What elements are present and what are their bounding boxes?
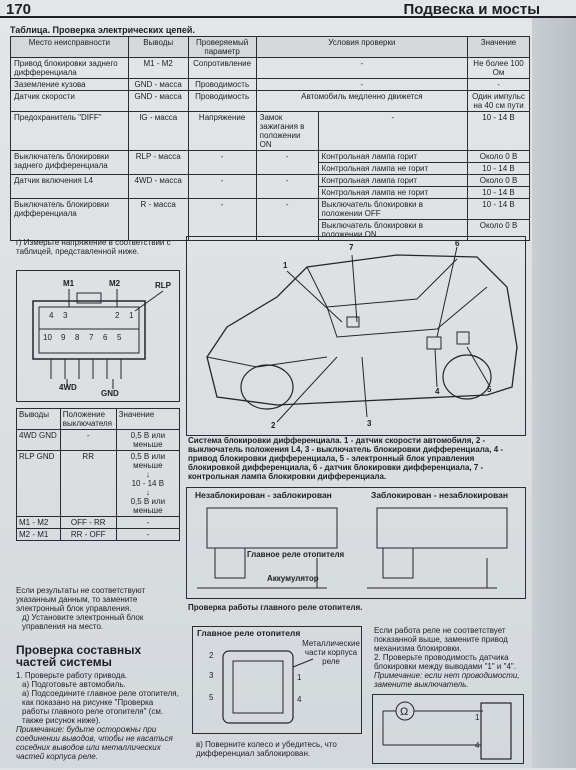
cell-param: Проводимость	[188, 79, 256, 91]
header-pins: Выводы	[128, 37, 188, 58]
cell-pins: IG - масса	[128, 112, 188, 151]
relay-pin-4: 4	[297, 695, 302, 704]
callout-5: 5	[487, 385, 492, 394]
cell-value: 0,5 В или меньше	[116, 430, 179, 451]
table-row	[11, 112, 530, 151]
connector-diagram	[16, 270, 180, 402]
pin-1: 1	[129, 311, 134, 320]
cell-cond: -	[256, 79, 467, 91]
pin-10: 10	[43, 333, 52, 342]
section-heading: Проверка составных частей системы	[16, 643, 142, 669]
cell-cond-a: -	[256, 151, 318, 175]
ohm-pin-4: 4	[475, 741, 480, 750]
cell-place: Предохранитель "DIFF"	[11, 112, 129, 151]
instruction-g: г) Измерьте напряжение в соответствии с таблицей, представленной ниже.	[16, 238, 171, 256]
table-row	[11, 175, 530, 187]
pin-8: 8	[75, 333, 80, 342]
step-d: д) Установите электронный блок управления на место.	[22, 613, 144, 631]
step-1a: а) Подсоедините главное реле отопителя, как показано на рисунке "Проверка работы главного реле отопителя" (см. также рисунок ниже).	[22, 689, 179, 725]
ohmmeter-diagram	[372, 694, 524, 764]
cell-value: 10 - 14 В	[468, 163, 530, 175]
callout-7: 7	[349, 243, 354, 252]
table-caption: Таблица. Проверка электрических цепей.	[10, 25, 195, 35]
cell-position: RR	[60, 451, 116, 517]
cell-cond-a: -	[256, 199, 318, 241]
label-m2: M2	[109, 279, 121, 288]
cell-value: -	[468, 79, 530, 91]
cell-pins: M1 - M2	[128, 58, 188, 79]
relay-drawing	[193, 627, 363, 735]
label-rlp: RLP	[155, 281, 171, 290]
relay-pin-3: 3	[209, 671, 214, 680]
cell-position: RR - OFF	[60, 529, 116, 541]
callout-3: 3	[367, 419, 372, 428]
car-drawing	[187, 237, 527, 437]
cell-place: Датчик включения L4	[11, 175, 129, 199]
table-row	[17, 517, 180, 529]
electrical-check-table	[10, 36, 530, 241]
cell-place: Выключатель блокировки дифференциала	[11, 199, 129, 241]
cell-place: Привод блокировки заднего дифференциала	[11, 58, 129, 79]
table-header-row	[11, 37, 530, 58]
wiring-title-left: Незаблокирован - заблокирован	[195, 490, 332, 500]
cell-pins: GND - масса	[128, 79, 188, 91]
connector-drawing	[17, 271, 181, 403]
callout-2: 2	[271, 421, 276, 430]
cell-value: -	[116, 517, 179, 529]
relay-title: Главное реле отопителя	[197, 628, 301, 638]
callout-4: 4	[435, 387, 440, 396]
cell-value	[116, 451, 179, 517]
step-v: в) Поверните колесо и убедитесь, что дифференциал заблокирован.	[196, 740, 337, 758]
cell-cond: Автомобиль медленно движется	[256, 91, 467, 112]
table-row	[11, 199, 530, 220]
cell-param: Проводимость	[188, 91, 256, 112]
value-3: 0,5 В или меньше	[130, 497, 166, 515]
cell-pins: 4WD - масса	[128, 175, 188, 199]
callout-6: 6	[455, 239, 460, 248]
page-number: 170	[6, 1, 32, 18]
cell-param: Напряжение	[188, 112, 256, 151]
cell-value: Около 0 В	[468, 220, 530, 241]
car-caption: Система блокировки дифференциала. 1 - датчик скорости автомобиля, 2 - выключатель положения L4, 3 - выключатель блокировки дифференциала, 4 - привод блокировки дифференциала, 5 - электронный блок управления блокировкой дифференциала, 6 - датчик блокировки дифференциала, 7 - контрольная лампа блокировки дифференциала.	[188, 436, 504, 481]
cell-cond-b: Контрольная лампа не горит	[318, 187, 468, 199]
car-illustration	[186, 236, 526, 436]
label-gnd: GND	[101, 389, 119, 398]
step-1: 1. Проверьте работу привода.	[16, 671, 128, 680]
battery-label: Аккумулятор	[267, 574, 319, 583]
cell-place: Заземление кузова	[11, 79, 129, 91]
right-text-2: 2. Проверьте проводимость датчика блокировки между выводами "1" и "4".	[374, 653, 516, 671]
cell-cond-b: Выключатель блокировки в положении OFF	[318, 199, 468, 220]
note-left: Примечание: будьте осторожны при соединении выводов, чтобы не касаться соседних выводов или металлических частей корпуса реле.	[16, 725, 173, 761]
cell-value: -	[116, 529, 179, 541]
pin-9: 9	[61, 333, 66, 342]
wiring-caption: Проверка работы главного реле отопителя.	[188, 603, 363, 612]
cell-cond-a: -	[256, 175, 318, 199]
cell-value: 10 - 14 В	[468, 112, 530, 151]
section-title: Подвеска и мосты	[403, 1, 540, 18]
cell-position: -	[60, 430, 116, 451]
label-m1: M1	[63, 279, 75, 288]
relay-diagram	[192, 626, 362, 734]
header-conditions: Условия проверки	[256, 37, 467, 58]
pin-5: 5	[117, 333, 122, 342]
header-pins: Выводы	[17, 409, 61, 430]
cell-place: Датчик скорости	[11, 91, 129, 112]
wiring-title-right: Заблокирован - незаблокирован	[371, 490, 509, 500]
relay-metal-label: Металлические части корпуса реле	[302, 639, 360, 666]
wiring-drawing	[187, 488, 527, 600]
cell-place: Выключатель блокировки заднего дифференциала	[11, 151, 129, 175]
table-row	[11, 91, 530, 112]
arrow-down-icon: ↓	[145, 470, 150, 479]
cell-pins: RLP - масса	[128, 151, 188, 175]
table-header-row	[17, 409, 180, 430]
table-row	[17, 529, 180, 541]
table-row	[11, 58, 530, 79]
cell-param: -	[188, 199, 256, 241]
cell-value: 10 - 14 В	[468, 199, 530, 220]
cell-cond: -	[256, 58, 467, 79]
cell-param: -	[188, 151, 256, 175]
pin-4: 4	[49, 311, 54, 320]
cell-value: Около 0 В	[468, 175, 530, 187]
header-value: Значение	[116, 409, 179, 430]
label-4wd: 4WD	[59, 383, 77, 392]
cell-cond-b: -	[318, 112, 468, 151]
pin-7: 7	[89, 333, 94, 342]
cell-cond-b: Выключатель блокировки в положении ON	[318, 220, 468, 241]
cell-pins: 4WD GND	[17, 430, 61, 451]
svg-text:Ω: Ω	[400, 706, 409, 718]
relay-pin-5: 5	[209, 693, 214, 702]
cell-cond-b: Контрольная лампа горит	[318, 151, 468, 163]
cell-value: 10 - 14 В	[468, 187, 530, 199]
table-row	[17, 451, 180, 517]
cell-cond-b: Контрольная лампа горит	[318, 175, 468, 187]
table-row	[17, 430, 180, 451]
voltage-table	[16, 408, 180, 541]
cell-param: -	[188, 175, 256, 199]
header-param: Проверяемый параметр	[188, 37, 256, 58]
table-row	[11, 79, 530, 91]
page-edge-shadow	[532, 18, 576, 768]
relay-pin-1: 1	[297, 673, 302, 682]
wiring-diagram	[186, 487, 526, 599]
cell-pins: M2 - M1	[17, 529, 61, 541]
header-place: Место неисправности	[11, 37, 129, 58]
pin-6: 6	[103, 333, 108, 342]
ohm-pin-1: 1	[475, 713, 480, 722]
cell-value: Около 0 В	[468, 151, 530, 163]
cell-pins: RLP GND	[17, 451, 61, 517]
value-2: 10 - 14 В	[131, 479, 165, 488]
cell-position: OFF - RR	[60, 517, 116, 529]
after-table-text: Если результаты не соответствуют указанным данным, то замените электронный блок управления.	[16, 586, 146, 613]
cell-cond-b: Контрольная лампа не горит	[318, 163, 468, 175]
arrow-down-icon: ↓	[145, 488, 150, 497]
cell-param: Сопротивление	[188, 58, 256, 79]
pin-2: 2	[115, 311, 120, 320]
cell-pins: R - масса	[128, 199, 188, 241]
cell-pins: GND - масса	[128, 91, 188, 112]
relay-pin-2: 2	[209, 651, 214, 660]
table-row	[11, 151, 530, 163]
value-1: 0,5 В или меньше	[130, 452, 166, 470]
cell-value: Один импульс на 40 см пути	[468, 91, 530, 112]
ohmmeter-drawing	[373, 695, 525, 765]
header-value: Значение	[468, 37, 530, 58]
page-header	[0, 0, 576, 18]
header-position: Положение выключателя	[60, 409, 116, 430]
step-1-prep: а) Подготовьте автомобиль.	[22, 680, 126, 689]
cell-cond-a: Замок зажигания в положении ON	[256, 112, 318, 151]
pin-3: 3	[63, 311, 68, 320]
callout-1: 1	[283, 261, 288, 270]
cell-value: Не более 100 Ом	[468, 58, 530, 79]
right-note: Примечание: если нет проводимости, замените выключатель.	[374, 671, 520, 689]
right-text-1: Если работа реле не соответствует показанной выше, замените привод механизма блокировки.	[374, 626, 508, 653]
relay-label: Главное реле отопителя	[247, 550, 345, 559]
cell-pins: M1 - M2	[17, 517, 61, 529]
